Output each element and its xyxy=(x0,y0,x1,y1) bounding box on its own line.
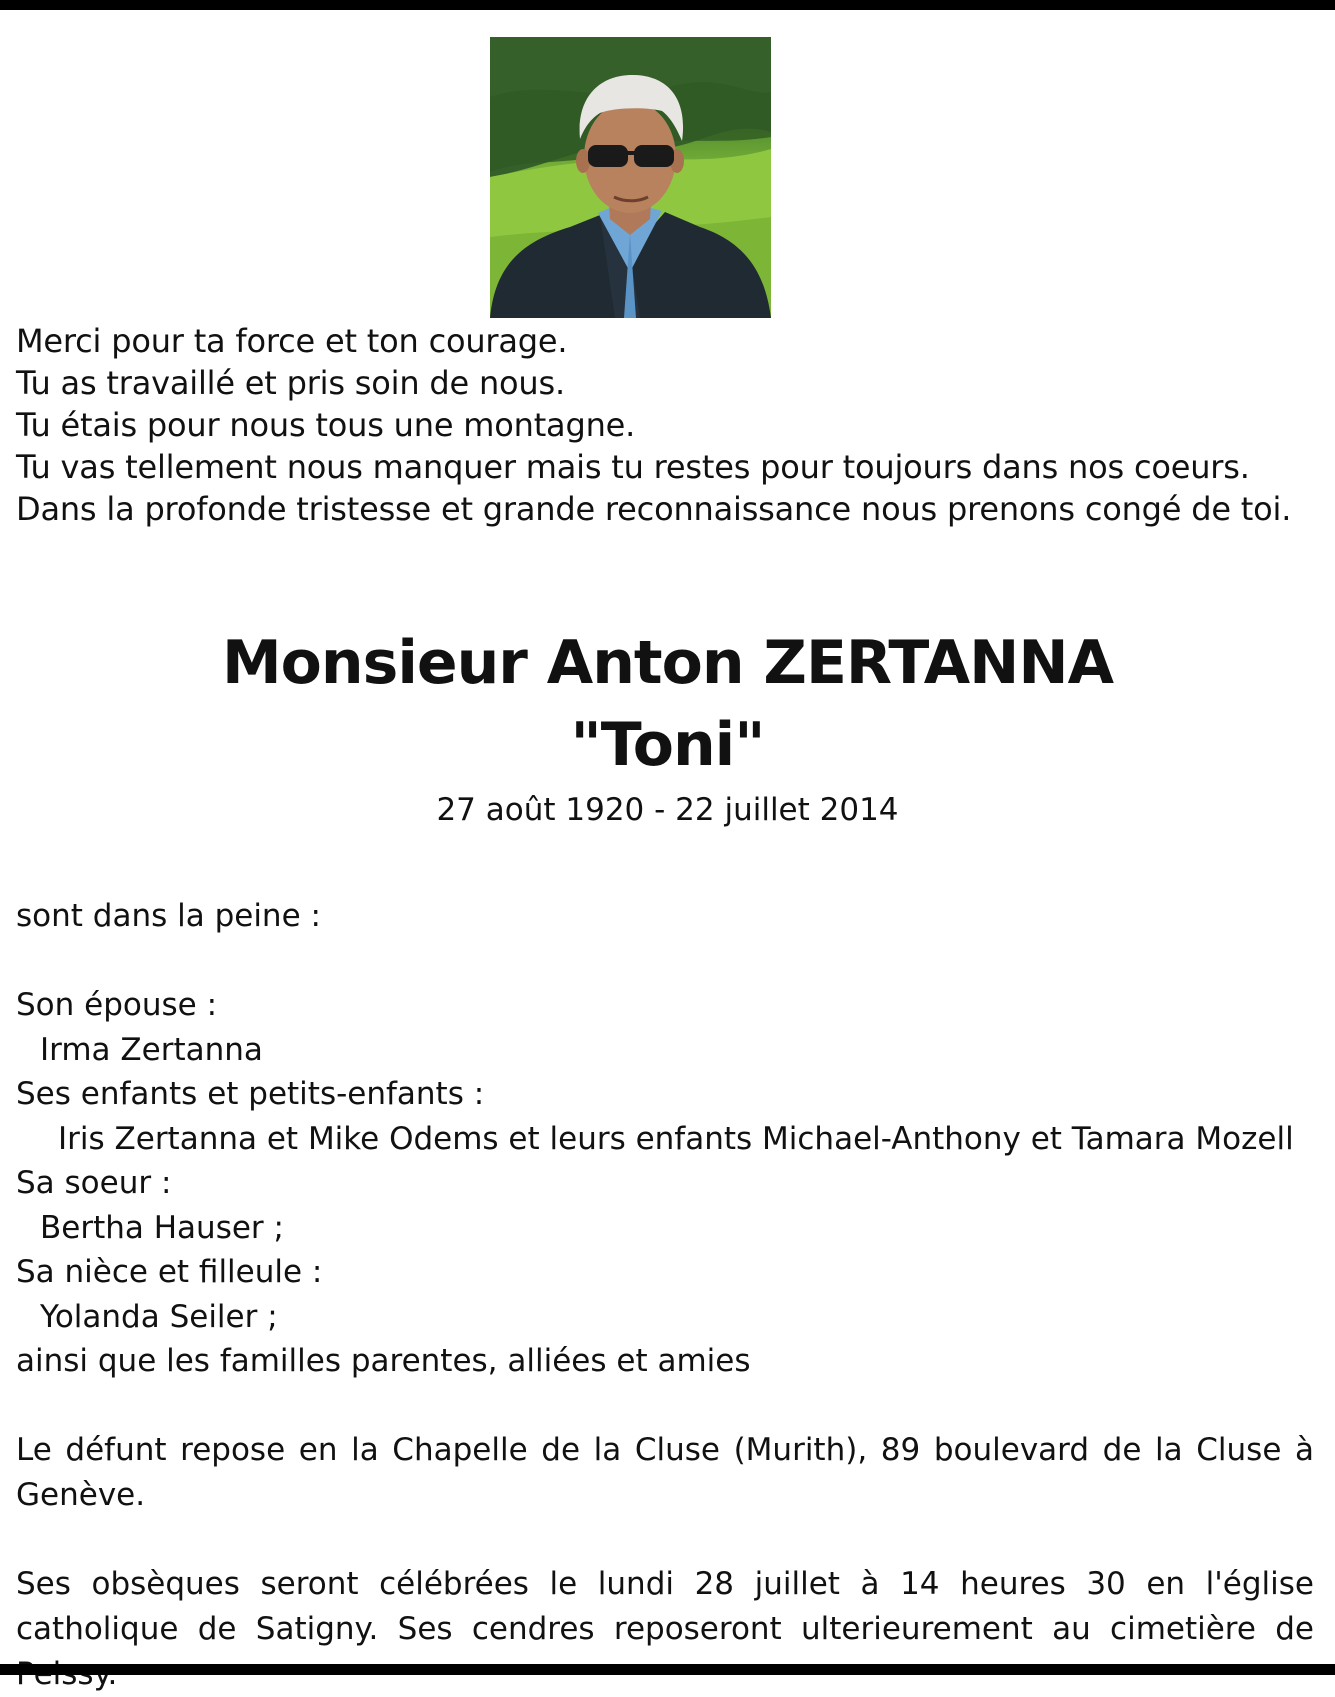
repose-notice: Le défunt repose en la Chapelle de la Cluse (Murith), 89 boulevard de la Cluse à Genève. xyxy=(16,1432,1314,1513)
poem-text xyxy=(16,320,1316,530)
deceased-heading xyxy=(0,622,1335,832)
deceased-name: Monsieur Anton ZERTANNA xyxy=(221,628,1114,698)
poem-line: Tu as travaillé et pris soin de nous. xyxy=(16,364,565,402)
sister-label: Sa soeur : xyxy=(16,1165,172,1201)
top-rule xyxy=(0,0,1335,10)
funeral-notice: Ses obsèques seront célébrées le lundi 28 juillet à 14 heures 30 en l'église catholique de Satigny. Ses cendres reposeront ulterieurement au cimetière de xyxy=(16,1566,1314,1647)
other-mourners: ainsi que les familles parentes, alliées et amies xyxy=(16,1343,751,1379)
deceased-dates: 27 août 1920 - 22 juillet 2014 xyxy=(436,792,899,828)
mourners-intro: sont dans la peine : xyxy=(16,898,321,934)
mourners-list xyxy=(16,894,1316,1384)
sister-name: Bertha Hauser ; xyxy=(40,1209,284,1246)
spouse-label: Son épouse : xyxy=(16,987,218,1023)
poem-line: Merci pour ta force et ton courage. xyxy=(16,322,568,360)
niece-name: Yolanda Seiler ; xyxy=(40,1298,278,1335)
children-label: Ses enfants et petits-enfants : xyxy=(16,1076,485,1112)
bottom-rule xyxy=(0,1664,1335,1675)
spouse-name: Irma Zertanna xyxy=(40,1031,263,1068)
deceased-nickname: "Toni" xyxy=(570,710,765,780)
children-names: Iris Zertanna et Mike Odems et leurs enfants Michael-Anthony et Tamara Mozell xyxy=(58,1120,1294,1157)
poem-line: Tu étais pour nous tous une montagne. xyxy=(16,406,636,444)
poem-line: Dans la profonde tristesse et grande reconnaissance nous prenons congé de toi. xyxy=(16,490,1292,528)
poem-line: Tu vas tellement nous manquer mais tu restes pour toujours dans nos coeurs. xyxy=(16,448,1250,486)
portrait-photo xyxy=(490,37,771,318)
niece-label: Sa nièce et filleule : xyxy=(16,1254,323,1290)
spacer xyxy=(16,939,1316,984)
